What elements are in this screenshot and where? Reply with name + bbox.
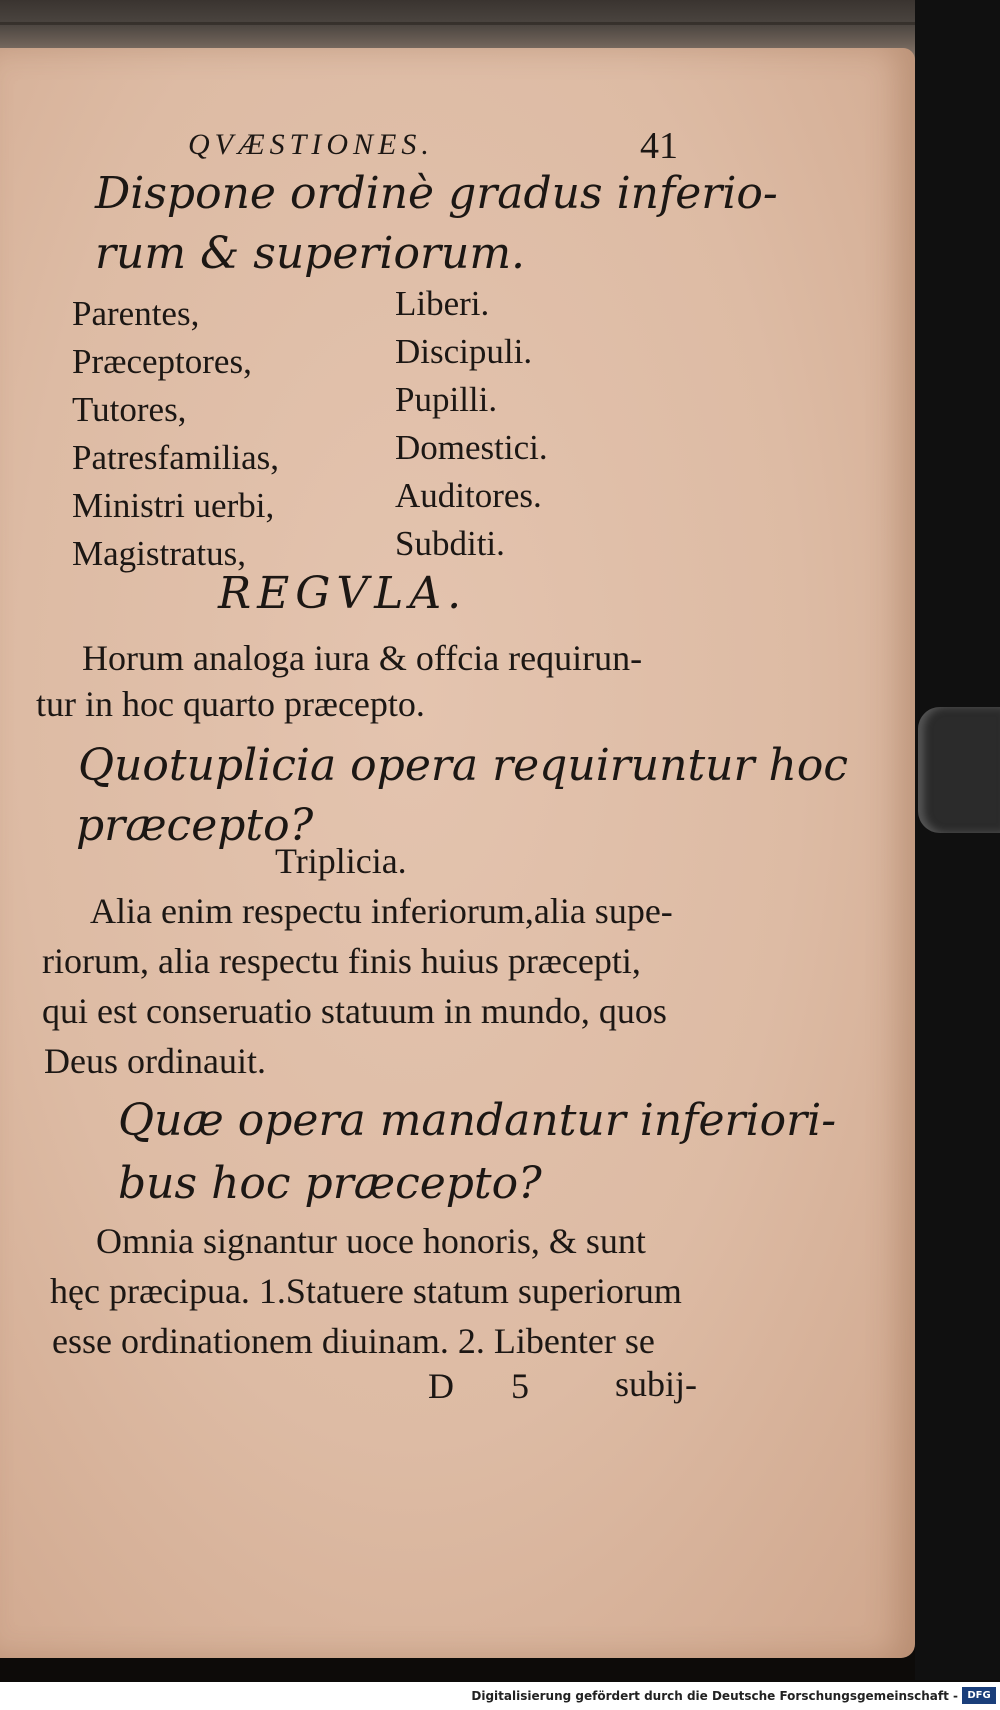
question-1-line-2: rum & superiorum. — [95, 228, 526, 279]
regula-line-1: Horum analoga iura & offcia requirun- — [82, 638, 643, 678]
question-3-line-2: bus hoc præcepto? — [118, 1158, 542, 1209]
answer-3-line: Omnia signantur uoce honoris, & sunt — [96, 1221, 646, 1261]
pair-left-item: Patresfamilias, — [72, 438, 280, 477]
answer-2-short: Triplicia. — [275, 841, 407, 881]
pair-right-item: Subditi. — [395, 524, 505, 563]
answer-2-line: qui est conseruatio statuum in mundo, quos — [42, 991, 667, 1031]
page-number: 41 — [640, 125, 678, 167]
question-1-line-1: Dispone ordinè gradus inferio- — [95, 168, 778, 219]
pairs-left-column — [72, 290, 279, 578]
pairs-right-column — [395, 280, 548, 568]
pair-left-item: Magistratus, — [72, 534, 247, 573]
dfg-logo: DFG — [962, 1687, 996, 1704]
pair-right-item: Auditores. — [395, 476, 542, 515]
pair-right-item: Domestici. — [395, 428, 548, 467]
book-clasp — [918, 707, 1000, 833]
regula-heading: REGVLA. — [218, 568, 468, 619]
answer-2-line: Alia enim respectu inferiorum,alia supe- — [90, 891, 673, 931]
question-3-line-1: Quæ opera mandantur inferiori- — [118, 1095, 837, 1146]
catchword: subij- — [615, 1364, 698, 1404]
signature-mark: D 5 — [428, 1366, 553, 1406]
running-title: QVÆSTIONES. — [188, 128, 434, 161]
pair-left-item: Præceptores, — [72, 342, 252, 381]
regula-line-2: tur in hoc quarto præcepto. — [36, 684, 425, 724]
pair-right-item: Liberi. — [395, 284, 490, 323]
question-2-line-2: præcepto? — [76, 800, 314, 851]
footer-credit: Digitalisierung gefördert durch die Deutsche Forschungsgemeinschaft - — [471, 1689, 958, 1703]
pair-left-item: Ministri uerbi, — [72, 486, 275, 525]
answer-3-line: hęc præcipua. 1.Statuere statum superiorum — [50, 1271, 682, 1311]
pair-right-item: Pupilli. — [395, 380, 498, 419]
pair-right-item: Discipuli. — [395, 332, 533, 371]
digitization-footer — [0, 1682, 1000, 1710]
question-2-line-1: Quotuplicia opera requiruntur hoc — [78, 740, 848, 791]
answer-3-line: esse ordinationem diuinam. 2. Libenter se — [52, 1321, 655, 1361]
answer-2-line: Deus ordinauit. — [44, 1041, 266, 1081]
answer-2-line: riorum, alia respectu finis huius præcepti, — [42, 941, 641, 981]
pair-left-item: Parentes, — [72, 294, 200, 333]
scan-background-right — [915, 0, 1000, 1680]
pair-left-item: Tutores, — [72, 390, 187, 429]
